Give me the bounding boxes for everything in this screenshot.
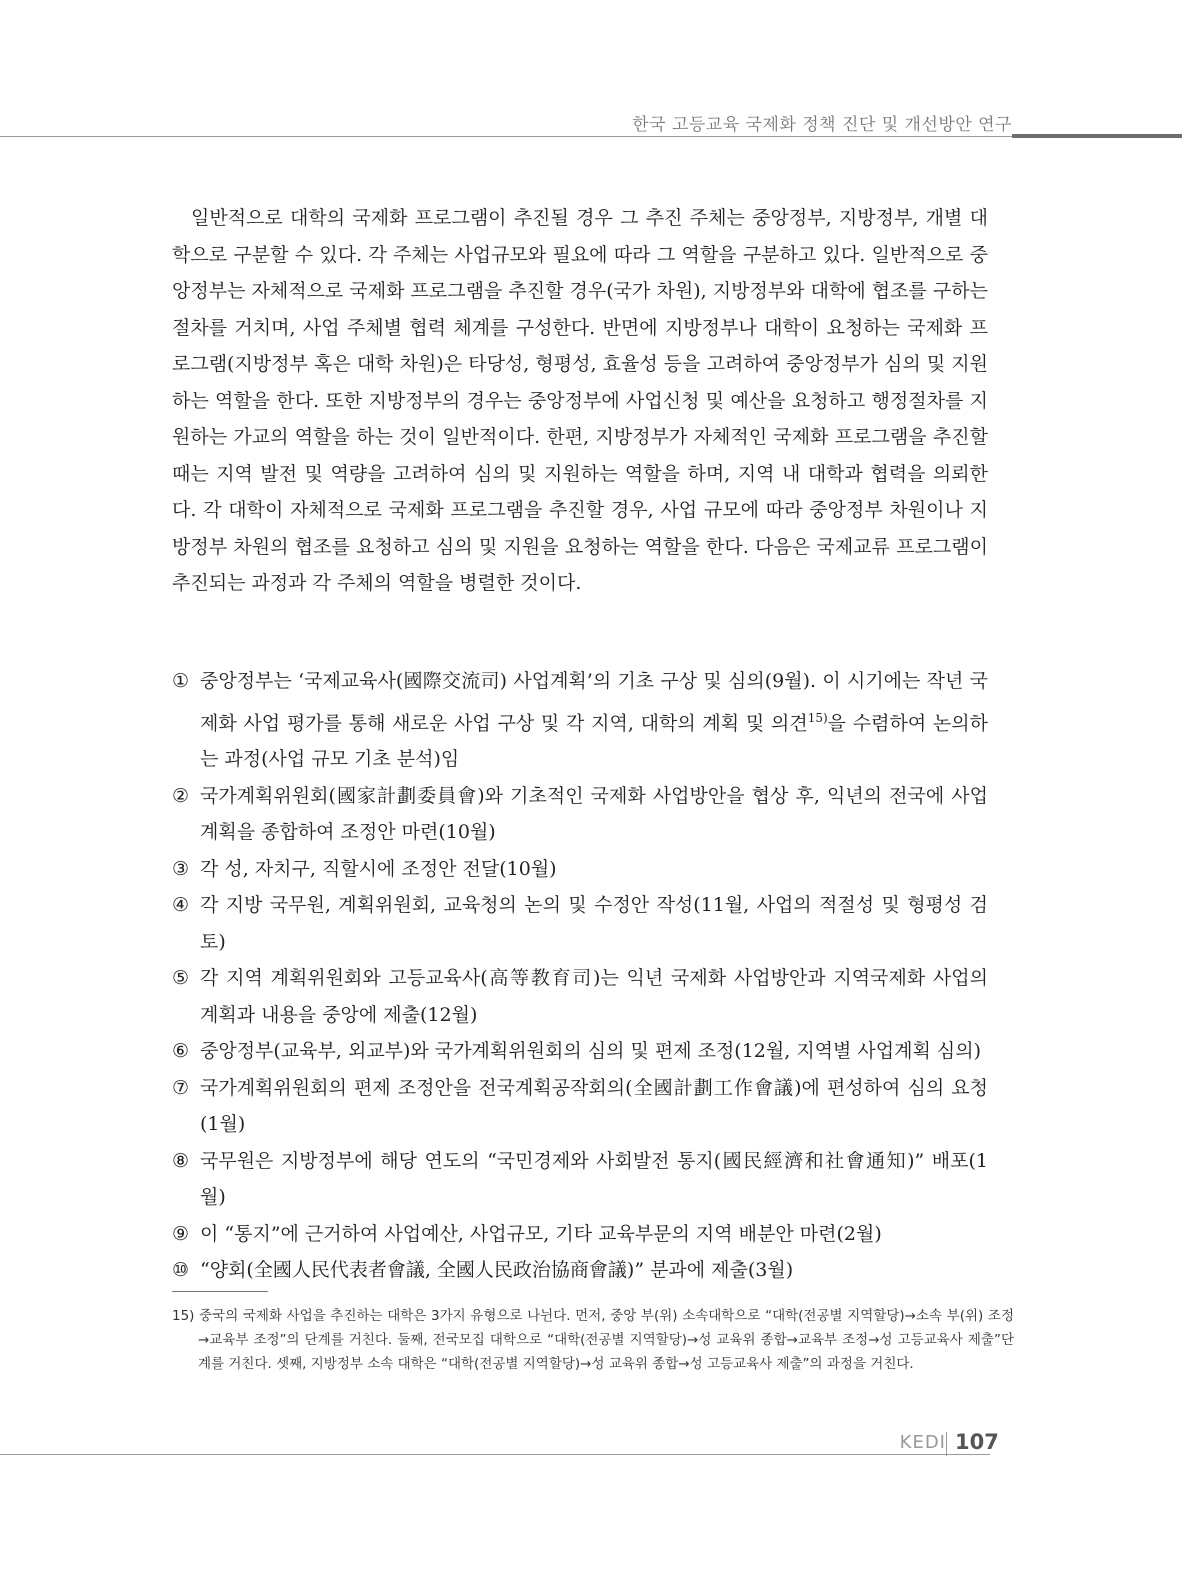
list-item [172, 778, 988, 851]
list-marker: ⑦ [172, 1076, 190, 1099]
list-marker: ④ [172, 894, 190, 917]
list-item-text: 각 성, 자치구, 직할시에 조정안 전달(10월) [200, 857, 557, 880]
list-item [172, 1216, 988, 1253]
list-item-text: 국가계획위원회(國家計劃委員會)와 기초적인 국제화 사업방안을 협상 후, 익년의 전국에 사업계획을 종합하여 조정안 마련(10월) [200, 784, 988, 844]
footnote [172, 1304, 1014, 1376]
list-item-text: 이 “통지”에 근거하여 사업예산, 사업규모, 기타 교육부문의 지역 배분안 마련(2월) [200, 1222, 882, 1245]
footer-divider [946, 1432, 947, 1456]
list-item-text: 을 수렴하여 논의하는 과정(사업 규모 기초 분석)임 [200, 711, 988, 771]
list-item [172, 851, 988, 888]
list-item [172, 1143, 988, 1216]
list-item-text: 각 지역 계획위원회와 고등교육사(高等教育司)는 익년 국제화 사업방안과 지역국제화 사업의 계획과 내용을 중앙에 제출(12월) [200, 967, 988, 1026]
running-header [0, 108, 1182, 138]
footnote-divider [172, 1291, 268, 1292]
list-item [172, 1070, 988, 1143]
footnote-ref: 15) [807, 710, 828, 725]
list-item [172, 1033, 988, 1070]
list-marker: ⑧ [172, 1149, 190, 1172]
list-item [172, 663, 988, 778]
header-rule [0, 136, 1012, 137]
footer-rule [0, 1454, 990, 1455]
running-title: 한국 고등교육 국제화 정책 진단 및 개선방안 연구 [632, 115, 1012, 135]
list-marker: ⑨ [172, 1222, 190, 1245]
list-item [172, 887, 988, 960]
footnote-text: 중국의 국제화 사업을 추진하는 대학은 3가지 유형으로 나뉜다. 먼저, 중앙 부(위) 소속대학으로 “대학(전공별 지역할당)→소속 부(위) 조정→교육부 조정”의 단계를 거친다. 둘째, 전국모집 대학으로 “대학(전공별 지역할당)→성 교육위 종합→교육부 조정→성 고등교육사 제출”단계를 거친다. 셋째, 지방정부 소속 대학은 “대학(전공별 지역할당)→성 교육위 종합→성 고등교육사 제출”의 과정을 거친다. [198, 1308, 1015, 1372]
list-marker: ⑤ [172, 967, 190, 990]
list-item-text: 각 지방 국무원, 계획위원회, 교육청의 논의 및 수정안 작성(11월, 사업의 적절성 및 형평성 검토) [200, 894, 988, 953]
list-item-text: 중앙정부(교육부, 외교부)와 국가계획위원회의 심의 및 편제 조정(12월, 지역별 사업계획 심의) [200, 1040, 982, 1063]
page-number: 107 [955, 1430, 999, 1454]
page-footer [0, 1428, 1182, 1468]
list-marker: ⑩ [172, 1259, 190, 1282]
list-item-text: 중앙정부는 ‘국제교육사(國際交流司) 사업계획’의 기초 구상 및 심의(9월). 이 시기에는 작년 국제화 사업 평가를 통해 새로운 사업 구상 및 각 지역, 대학의 계획 및 의견 [200, 670, 988, 734]
list-marker: ② [172, 784, 190, 807]
list-marker: ① [172, 670, 190, 692]
list-marker: ⑥ [172, 1040, 190, 1063]
list-marker: ③ [172, 857, 190, 880]
list-item-text: “양회(全國人民代表者會議, 全國人民政治協商會議)” 분과에 제출(3월) [200, 1259, 794, 1282]
header-rule-accent [1012, 134, 1182, 138]
body-paragraph: 일반적으로 대학의 국제화 프로그램이 추진될 경우 그 추진 주체는 중앙정부, 지방정부, 개별 대학으로 구분할 수 있다. 각 주체는 사업규모와 필요에 따라 그 역할을 구분하고 있다. 일반적으로 중앙정부는 자체적으로 국제화 프로그램을 추진할 경우(국가 차원), 지방정부와 대학에 협조를 구하는 절차를 거치며, 사업 주체별 협력 체계를 구성한다. 반면에 지방정부나 대학이 요청하는 국제화 프로그램(지방정부 혹은 대학 차원)은 타당성, 형평성, 효율성 등을 고려하여 중앙정부가 심의 및 지원하는 역할을 한다. 또한 지방정부의 경우는 중앙정부에 사업신청 및 예산을 요청하고 행정절차를 지원하는 가교의 역할을 하는 것이 일반적이다. 한편, 지방정부가 자체적인 국제화 프로그램을 추진할 때는 지역 발전 및 역량을 고려하여 심의 및 지원하는 역할을 하며, 지역 내 대학과 협력을 의뢰한다. 각 대학이 자체적으로 국제화 프로그램을 추진할 경우, 사업 규모에 따라 중앙정부 차원이나 지방정부 차원의 협조를 요청하고 심의 및 지원을 요청하는 역할을 한다. 다음은 국제교류 프로그램이 추진되는 과정과 각 주체의 역할을 병렬한 것이다. [172, 207, 988, 594]
list-item [172, 1252, 988, 1289]
process-steps-list [172, 663, 988, 1289]
list-item-text: 국무원은 지방정부에 해당 연도의 “국민경제와 사회발전 통지(國民經濟和社會通知)” 배포(1월) [200, 1149, 988, 1209]
publisher-brand: KEDI [899, 1432, 946, 1453]
list-item-text: 국가계획위원회의 편제 조정안을 전국계획공작회의(全國計劃工作會議)에 편성하여 심의 요청(1월) [200, 1076, 988, 1136]
list-item [172, 960, 988, 1033]
footnote-number: 15) [172, 1308, 195, 1324]
